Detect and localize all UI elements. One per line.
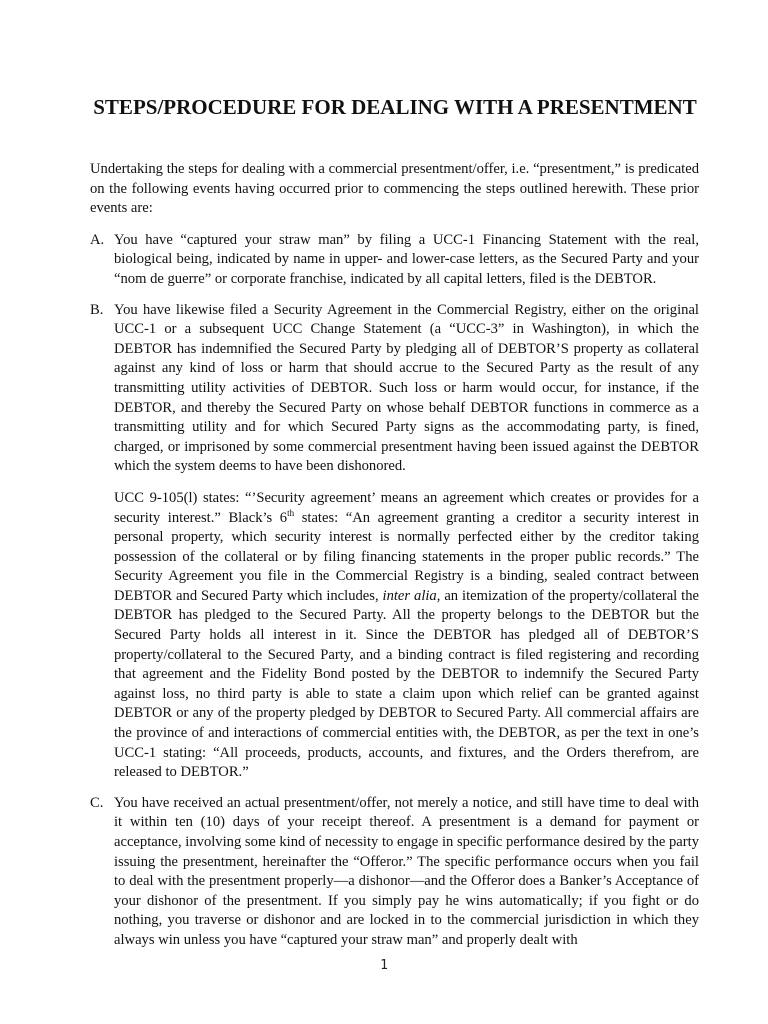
list-marker: B. [90,301,104,318]
page-number: 1 [380,958,388,973]
list-marker: A. [90,231,105,248]
intro-paragraph: Undertaking the steps for dealing with a commercial presentment/offer, i.e. “presentment,” is predicated on the following events having occurred prior to commencing the steps outlined herewith. These prior events are: [90,161,699,217]
list-item-b [90,301,699,783]
document-title: STEPS/PROCEDURE FOR DEALING WITH A PRESENTMENT [93,95,697,119]
list-item-a [90,231,699,290]
blacks-quote-text: states: “An agreement granting a creditor a security interest in personal property, which security interest is normally perfected either by the creditor taking possession of the collateral or by filing financing statements in the proper public records.” The Security Agreement you file in the Commercial Registry is a binding, sealed contract between DEBTOR and Secured Party which includes, [114,509,700,604]
document-body [90,160,699,962]
list-item-text: You have likewise filed a Security Agreement in the Commercial Registry, either on the original UCC-1 or a subsequent UCC Change Statement (a “UCC-3” in Washington), in which the DEBTOR has indemnified the Secured Party by pledging all of DEBTOR’S property as collateral against any kind of loss or harm that should accrue to the Secured Party as the result of any transmitting utility activities of DEBTOR. Such loss or harm would occur, for instance, if the DEBTOR, and thereby the Secured Party on whose behalf DEBTOR functions in commerce as a transmitting utility and for which Secured Party signs as the accommodating party, is fined, charged, or imprisoned by some commercial presentment having been issued against the DEBTOR which the system deems to have been dishonored. [114,301,699,475]
list-item-text: You have received an actual presentment/offer, not merely a notice, and still have time to deal with it within ten (10) days of your receipt thereof. A presentment is a demand for payment or acceptance, involving some kind of necessity to engage in specific performance desired by the party issuing the presentment, hereinafter the “Offeror.” The specific performance occurs when you fail to deal with the presentment properly—a dishonor—and the Offeror does a Banker’s Acceptance of your dishonor of the presentment. If you simply pay he wins automatically; if you fight or do nothing, you traverse or dishonor and are locked in to the commercial jurisdiction in which they always win unless you have “captured your straw man” and properly dealt with [114,794,699,948]
list-marker: C. [90,794,104,811]
security-agreement-paragraph [114,489,699,783]
collateral-text: , an itemization of the property/collateral the DEBTOR has pledged to the Secured Party. All the property belongs to the DEBTOR but the Secured Party holds all interest in it. Since the DEBTOR has pledged all of DEBTOR’S property/collateral to the Secured Party, and a binding contract is filed registering and recording that agreement and the Fidelity Bond posted by the DEBTOR to indemnify the Secured Party against loss, no third party is able to state a claim upon which relief can be granted against DEBTOR or any of the property pledged by DEBTOR to Secured Party. All commercial affairs are the province of and interactions of commercial entities with, the DEBTOR, as per the text in one’s UCC-1 stating: “All proceeds, products, accounts, and fixtures, and the Orders therefrom, are released to DEBTOR.” [114,587,699,781]
list-item-c [90,794,699,951]
italic-inter-alia: inter alia [382,587,437,604]
ucc-quote-text: UCC 9-105(l) states: “’Security agreement’ means an agreement which creates or provides for a security interest.” Black’s 6 [114,489,699,526]
superscript-th: th [287,507,295,518]
list-item-text: You have “captured your straw man” by filing a UCC-1 Financing Statement with the real, biological being, indicated by name in upper- and lower-case letters, as the Secured Party and your “nom de guerre” or corporate franchise, indicated by all capital letters, filed is the DEBTOR. [114,231,699,287]
